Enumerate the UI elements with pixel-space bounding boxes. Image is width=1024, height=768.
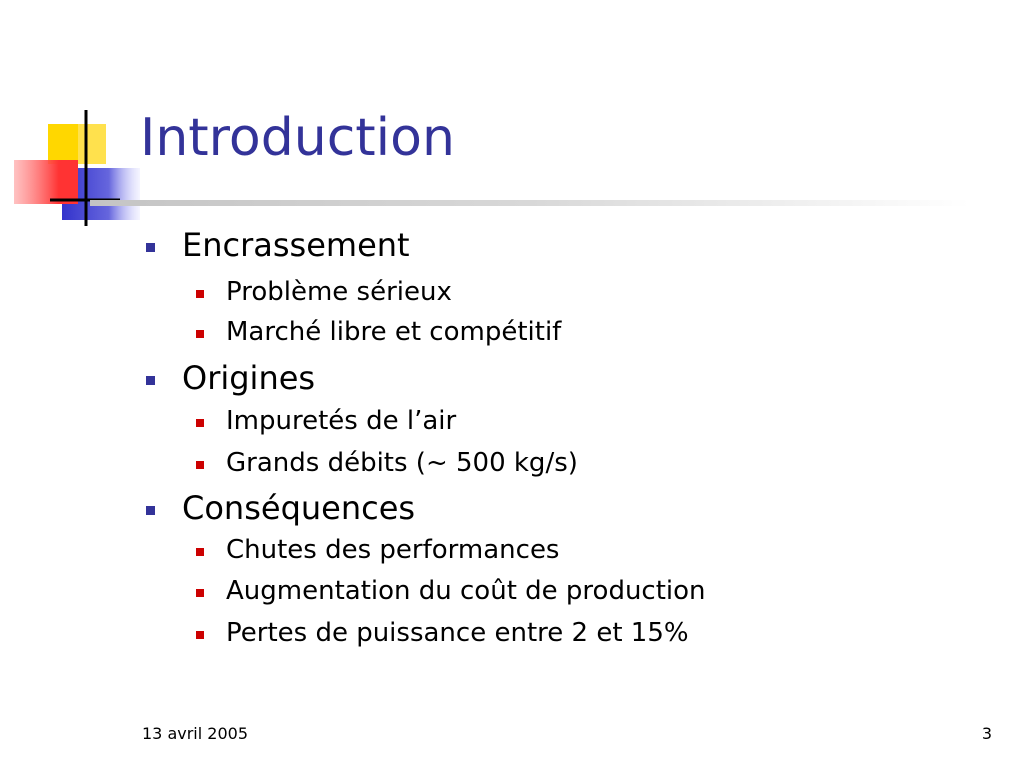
sub-bullet-text: Impuretés de l’air: [226, 406, 457, 436]
bullet-consequences: [182, 489, 416, 527]
sub-bullet-text: Chutes des performances: [226, 535, 560, 565]
sub-bullet: [226, 408, 456, 434]
sub-bullet: [226, 537, 559, 563]
bullet-square-icon: [196, 419, 204, 427]
sub-bullet: [226, 620, 689, 646]
sub-bullet-text: Augmentation du coût de production: [226, 576, 706, 606]
sub-bullet-text: Problème sérieux: [226, 277, 452, 307]
bullet-square-icon: [196, 461, 204, 469]
sub-bullet: [226, 450, 578, 476]
bullet-square-icon: [196, 330, 204, 338]
footer-date: 13 avril 2005: [142, 724, 248, 743]
bullet-text: Origines: [182, 359, 316, 397]
bullet-encrassement: [182, 226, 410, 264]
bullet-text: Encrassement: [182, 226, 410, 264]
sub-bullet: [226, 279, 452, 305]
slide-number: 3: [981, 724, 992, 743]
bullet-origines: [182, 359, 316, 397]
bullet-square-icon: [146, 243, 155, 252]
sub-bullet-text: Grands débits (~ 500 kg/s): [226, 448, 578, 478]
bullet-square-icon: [196, 548, 204, 556]
sub-bullet: [226, 578, 706, 604]
bullet-square-icon: [196, 589, 204, 597]
sub-bullet: [226, 319, 561, 345]
bullet-square-icon: [146, 506, 155, 515]
bullet-square-icon: [196, 631, 204, 639]
slide-title: Introduction: [140, 108, 455, 168]
sub-bullet-text: Pertes de puissance entre 2 et 15%: [226, 618, 689, 648]
bullet-square-icon: [146, 376, 155, 385]
bullet-text: Conséquences: [182, 489, 416, 527]
sub-bullet-text: Marché libre et compétitif: [226, 317, 562, 347]
bullet-square-icon: [196, 290, 204, 298]
